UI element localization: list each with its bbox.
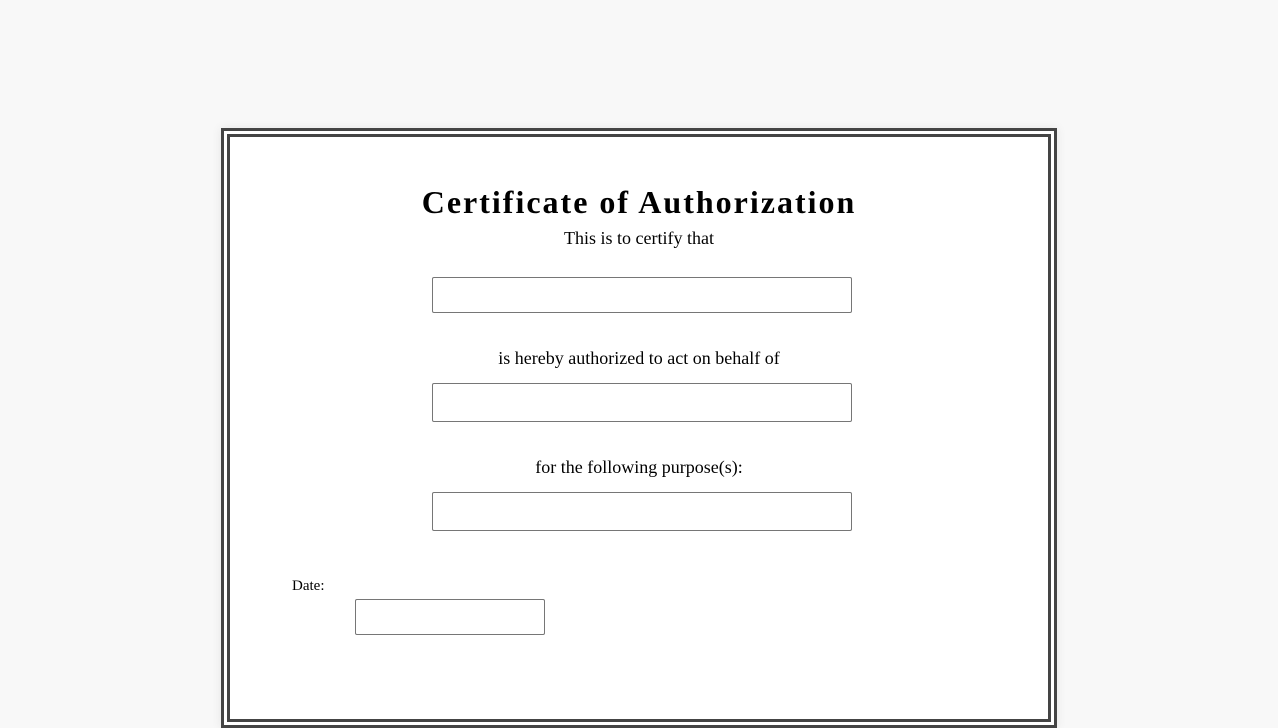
purpose-text: for the following purpose(s): bbox=[535, 457, 743, 477]
on-behalf-of-input[interactable] bbox=[432, 383, 852, 422]
authorized-person-input[interactable] bbox=[432, 277, 852, 313]
date-label: Date: bbox=[292, 578, 325, 594]
certificate-inner-border bbox=[227, 134, 1051, 722]
authorized-text: is hereby authorized to act on behalf of bbox=[498, 348, 780, 368]
date-input[interactable] bbox=[355, 599, 545, 635]
certificate-title: Certificate of Authorization bbox=[421, 184, 857, 220]
certificate-container bbox=[221, 128, 1057, 728]
purpose-input[interactable] bbox=[432, 492, 852, 531]
intro-text: This is to certify that bbox=[564, 228, 714, 248]
